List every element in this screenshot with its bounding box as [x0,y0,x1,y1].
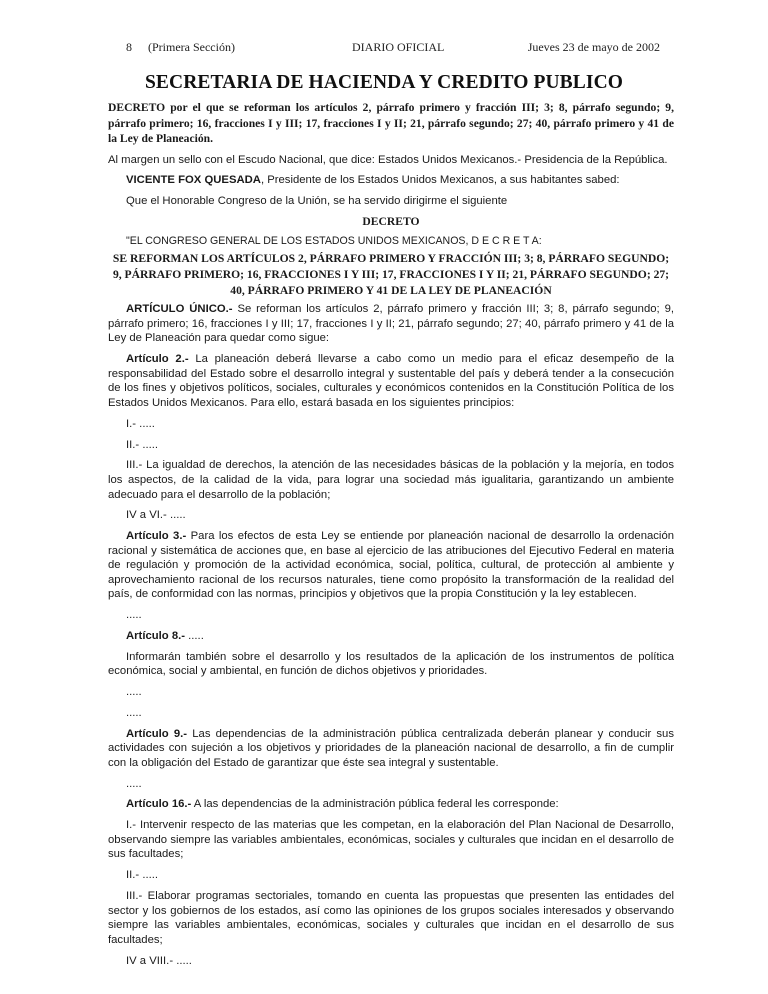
art16-fraction-i: I.- Intervenir respecto de las materias que les competan, en la elaboración del Plan Nacional de Desarrollo, observando siempre las variables ambientales, económicas, sociales y culturales que incidan en el desarrollo de sus facultades; [108,819,674,861]
document-body [108,100,674,974]
ellipsis: ..... [126,609,142,622]
page-header [126,40,660,56]
art16-fraction-ii: II.- ..... [126,869,159,882]
article-9: Artículo 9.- Las dependencias de la administración pública centralizada deberán planear y conducir sus actividades con sujeción a los objetivos y prioridades de la planeación nacional de desarrollo, a fin de cumplir con la obligación del Estado de garantizar que éste sea integral y sustentable. [108,727,674,769]
section-label: (Primera Sección) [148,40,235,54]
article-8: Artículo 8.- ..... [126,630,204,642]
ellipsis: ..... [126,777,142,790]
reform-heading: SE REFORMAN LOS ARTÍCULOS 2, PÁRRAFO PRIMERO Y FRACCIÓN III; 3; 8, PÁRRAFO SEGUNDO; 9, PÁRRAFO PRIMERO; 16, FRACCIONES I Y III; 17, FRACCIONES I Y II; 21, PÁRRAFO SEGUNDO; 27; 40, PÁRRAFO PRIMERO Y 41 DE LA LEY DE PLANEACIÓN [112,252,670,298]
art2-fraction-iv-vi: IV a VI.- ..... [126,509,186,522]
ellipsis: ..... [126,706,142,719]
art8-paragraph-2: Informarán también sobre el desarrollo y los resultados de la aplicación de los instrumentos de política económica, social y ambiental, en función de dichos objetivos y prioridades. [108,650,674,678]
congress-line: Que el Honorable Congreso de la Unión, se ha servido dirigirme el siguiente [126,195,508,208]
page-title: SECRETARIA DE HACIENDA Y CREDITO PUBLICO [144,72,624,93]
art16-fraction-iv-viii: IV a VIII.- ..... [126,954,192,967]
president-line: VICENTE FOX QUESADA, Presidente de los Estados Unidos Mexicanos, a sus habitantes sabed: [126,174,620,187]
article-2: Artículo 2.- La planeación deberá llevarse a cabo como un medio para el eficaz desempeño de la responsabilidad del Estado sobre el desarrollo integral y sustentable del país y deberá tender a la consecución de los fines y objetivos políticos, sociales, culturales y económicos contenidos en la Constitución Política de los Estados Unidos Mexicanos. Para ello, estará basada en los siguientes principios: [108,353,675,409]
article-16: Artículo 16.- A las dependencias de la administración pública federal les corresponde: [126,798,559,811]
publication-date: Jueves 23 de mayo de 2002 [527,40,660,54]
decree-heading: DECRETO [362,215,420,229]
publication-name: DIARIO OFICIAL [352,40,445,54]
ellipsis: ..... [126,686,142,699]
page-number: 8 [126,40,132,54]
art2-fraction-i: I.- ..... [126,417,155,430]
art16-fraction-iii: III.- Elaborar programas sectoriales, tomando en cuenta las propuestas que presenten las entidades del sector y los gobiernos de los estados, así como las opiniones de los grupos sociales interesados y observando siempre las variables ambientales, económicas, sociales y culturales que incidan en el desarrollo de sus facultades; [108,890,674,946]
articulo-unico: ARTÍCULO ÚNICO.- Se reforman los artículos 2, párrafo primero y fracción III; 3; 8, párrafo segundo; 9, párrafo primero; 16, fracciones I y III; 17, fracciones I y II; 21, párrafo segundo; 27; 40, párrafo primero y 41 de la Ley de Planeación para quedar como sigue: [108,303,674,345]
article-3: Artículo 3.- Para los efectos de esta Ley se entiende por planeación nacional de desarrollo la ordenación racional y sistemática de acciones que, en base al ejercicio de las atribuciones del Ejecutivo Federal en materia de regulación y promoción de la actividad económica, social, política, cultural, de protección al ambiente y aprovechamiento racional de los recursos naturales, tiene como propósito la transformación de la realidad del país, de conformidad con las normas, principios y objetivos que la propia Constitución y la ley establecen. [108,530,675,601]
decreta-line: "EL CONGRESO GENERAL DE LOS ESTADOS UNIDOS MEXICANOS, D E C R E T A: [126,234,542,247]
president-name: VICENTE FOX QUESADA [126,174,261,187]
art2-fraction-ii: II.- ..... [126,438,159,451]
decree-summary: DECRETO por el que se reforman los artículos 2, párrafo primero y fracción III; 3; 8, párrafo segundo; 9, párrafo primero; 16, fracciones I y III; 17, fracciones I y II; 21, párrafo segundo; 27; 40, párrafo primero y 41 de la Ley de Planeación. [108,101,674,145]
margin-note: Al margen un sello con el Escudo Nacional, que dice: Estados Unidos Mexicanos.- Presidencia de la República. [108,153,668,166]
art2-fraction-iii: III.- La igualdad de derechos, la atención de las necesidades básicas de la población y la mejoría, en todos los aspectos, de la calidad de la vida, para lograr una sociedad más igualitaria, garantizando un ambiente adecuado para el desarrollo de la población; [108,459,674,501]
